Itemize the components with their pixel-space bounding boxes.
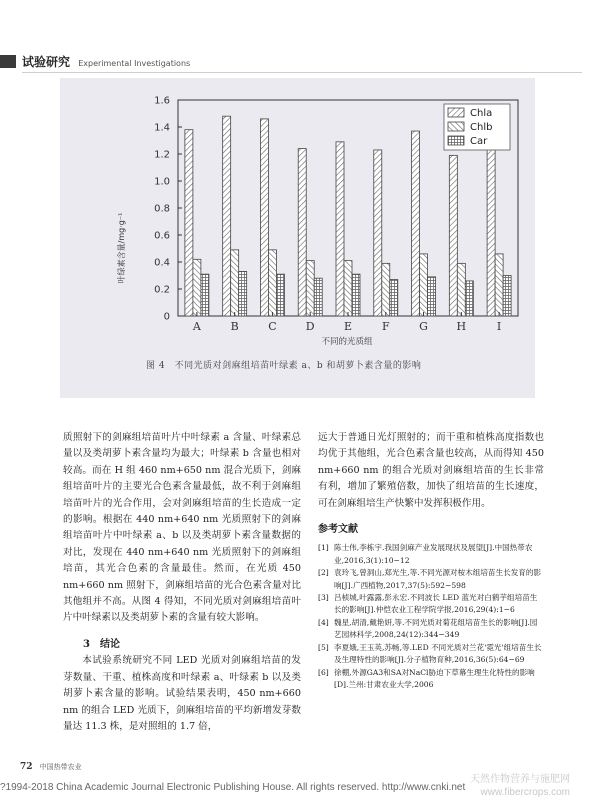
bar-chlb [495,254,503,316]
watermark-line: www.fibercrops.com [480,787,570,798]
bar-car [239,271,247,316]
figure-panel [60,78,535,398]
x-tick-label: E [343,320,353,333]
conclusion-paragraph: 本试验系统研究不同 LED 光质对剑麻组培苗的发芽数量、干重、植株高度和叶绿素 a、叶绿素 b 以及类胡萝卜素含量的影响。试验结果表明，450 nm+660 nm 的组合 LED 光质下，剑麻组培苗的平均新增发芽数量达 11.3 株，是对照组的 1.7 倍， [63,655,301,732]
figure-caption: 图 4 不同光质对剑麻组培苗叶绿素 a、b 和胡萝卜素含量的影响 [146,361,422,371]
x-tick-label: B [230,320,239,333]
bar-chla [223,116,231,316]
bar-car [201,274,209,316]
bar-chlb [268,250,276,316]
y-axis-label: 叶绿素含量/mg·g⁻¹ [117,212,126,284]
y-tick-label: 0.8 [154,203,170,215]
y-tick-label: 0.2 [154,284,170,296]
x-tick-label: H [456,320,467,333]
bar-chlb [457,263,465,316]
legend-swatch [448,136,464,145]
conclusion-heading: 3 结论 [83,638,120,650]
bar-chlb [382,263,390,316]
reference-item: [5] 李夏娥,王玉英,苏畅,等.LED 不同光质对兰花'霓光'组培苗生长及生理特性的影响[J].分子植物育种,2016,36(5):64−69 [318,642,542,665]
bar-chla [449,155,457,316]
bar-chlb [420,254,428,316]
bar-car [390,280,398,316]
header-divider [22,72,582,73]
y-tick-label: 1.2 [154,149,170,161]
page-number: 72 [20,762,33,772]
journal-section-header [22,53,190,70]
bar-chla [298,149,306,316]
watermark-line: 天然作物营养与施肥网 [470,774,570,785]
watermark [470,773,570,799]
bar-chla [374,150,382,316]
legend-swatch [448,122,464,131]
bar-chlb [344,261,352,316]
reference-item: [6] 徐棚,外源GA3和SA对NaCl胁迫下草幕生理生化特性的影响[D].兰州:甘肃农业大学,2006 [318,667,535,689]
y-tick-label: 0 [163,311,170,323]
bar-chla [412,131,420,316]
bar-chla [260,119,268,316]
legend-label: Chla [470,108,493,119]
y-tick-label: 0.6 [154,230,170,242]
y-tick-label: 1.0 [154,176,170,188]
page-footer [20,762,82,772]
x-tick-label: F [381,320,390,333]
x-tick-label: D [305,320,315,333]
reference-item: [1] 陈士伟,李栋宇.我国剑麻产业发展现状及展望[J].中国热带农业,2016,3(1):10−12 [318,543,533,565]
bar-car [503,276,511,317]
references-heading: 参考文献 [318,524,358,536]
y-tick-label: 1.6 [154,95,170,107]
reference-item: [4] 魏星,胡清,戴艳妍,等.不同光质对菊花组培苗生长的影响[J].园艺园林科学,2008,24(12):344−349 [318,617,538,640]
body-paragraph: 质照射下的剑麻组培苗叶片中叶绿素 a 含量、叶绿素总量以及类胡萝卜素含量均为最大；叶绿素 b 含量也相对较高。而在 H 组 460 nm+650 nm 混合光质下，剑麻组培苗叶片的主要光合色素含量最低，故不利于剑麻组培苗叶片的光合作用，会对剑麻组培苗的生长造成一定的影响。根据在 440 nm+640 nm 光质照射下的剑麻组培苗叶片中叶绿素 a、b 以及类胡萝卜素含量数据的对比，发现在 440 nm+640 nm 光质照射下的剑麻组培苗，其光合色素的含量最佳。然而，在光质 450 nm+660 nm 照射下，剑麻组培苗的光合色素含量对比其他组并不高。从图 4 得知，不同光质对剑麻组培苗叶片中叶绿素以及类胡萝卜素的含量有较大影响。 [63,432,301,624]
y-tick-label: 0.4 [154,257,170,269]
bar-chla [185,130,193,316]
header-marker [0,55,16,68]
section-subtitle: Experimental Investigations [78,59,191,68]
bar-car [428,277,436,316]
legend-swatch [448,108,464,117]
x-tick-label: A [192,320,201,333]
bar-chlb [306,261,314,316]
section-title: 试验研究 [22,55,71,69]
reference-item: [2] 袁玲飞,曾洞山,郑光生,等.不同光源对桉木组培苗生长发育的影响[J].广西植物,2017,37(5):592−598 [318,568,542,590]
bar-chart [60,78,535,398]
bar-chla [336,142,344,316]
x-tick-label: C [268,320,277,333]
legend-label: Car [470,136,488,147]
legend-label: Chlb [470,122,493,133]
reference-item: [3] 吕桢城,叶露露,彭永宏.不同波长 LED 蓝光对白鹤芋组培苗生长的影响[J].仲恺农业工程学院学报,2016,29(4):1−6 [318,593,538,615]
y-tick-label: 1.4 [154,122,170,134]
bar-car [352,274,360,316]
journal-name: 中国热带农业 [39,763,82,771]
bar-car [465,281,473,316]
bar-car [314,278,322,316]
x-tick-label: G [419,320,428,333]
bar-chlb [231,250,239,316]
x-axis-label: 不同的光质组 [321,337,373,347]
bar-chla [487,126,495,316]
right-column [318,430,544,691]
x-tick-label: I [496,320,502,333]
bar-car [276,274,284,316]
left-column [63,430,301,735]
copyright-line: ?1994-2018 China Academic Journal Electronic Publishing House. All rights reserved. http://www.cnki.net [0,782,466,793]
body-paragraph-continued: 远大于普通日光灯照射的；而干重和植株高度指数也均优于其他组，光合色素含量也较高，从而得知 450 nm+660 nm 的组合光质对剑麻组培苗的生长非常有利，增加了繁殖倍数，加快了组培苗的生长速度，可在剑麻组培生产快繁中发挥积极作用。 [318,432,544,509]
bar-chlb [193,259,201,316]
